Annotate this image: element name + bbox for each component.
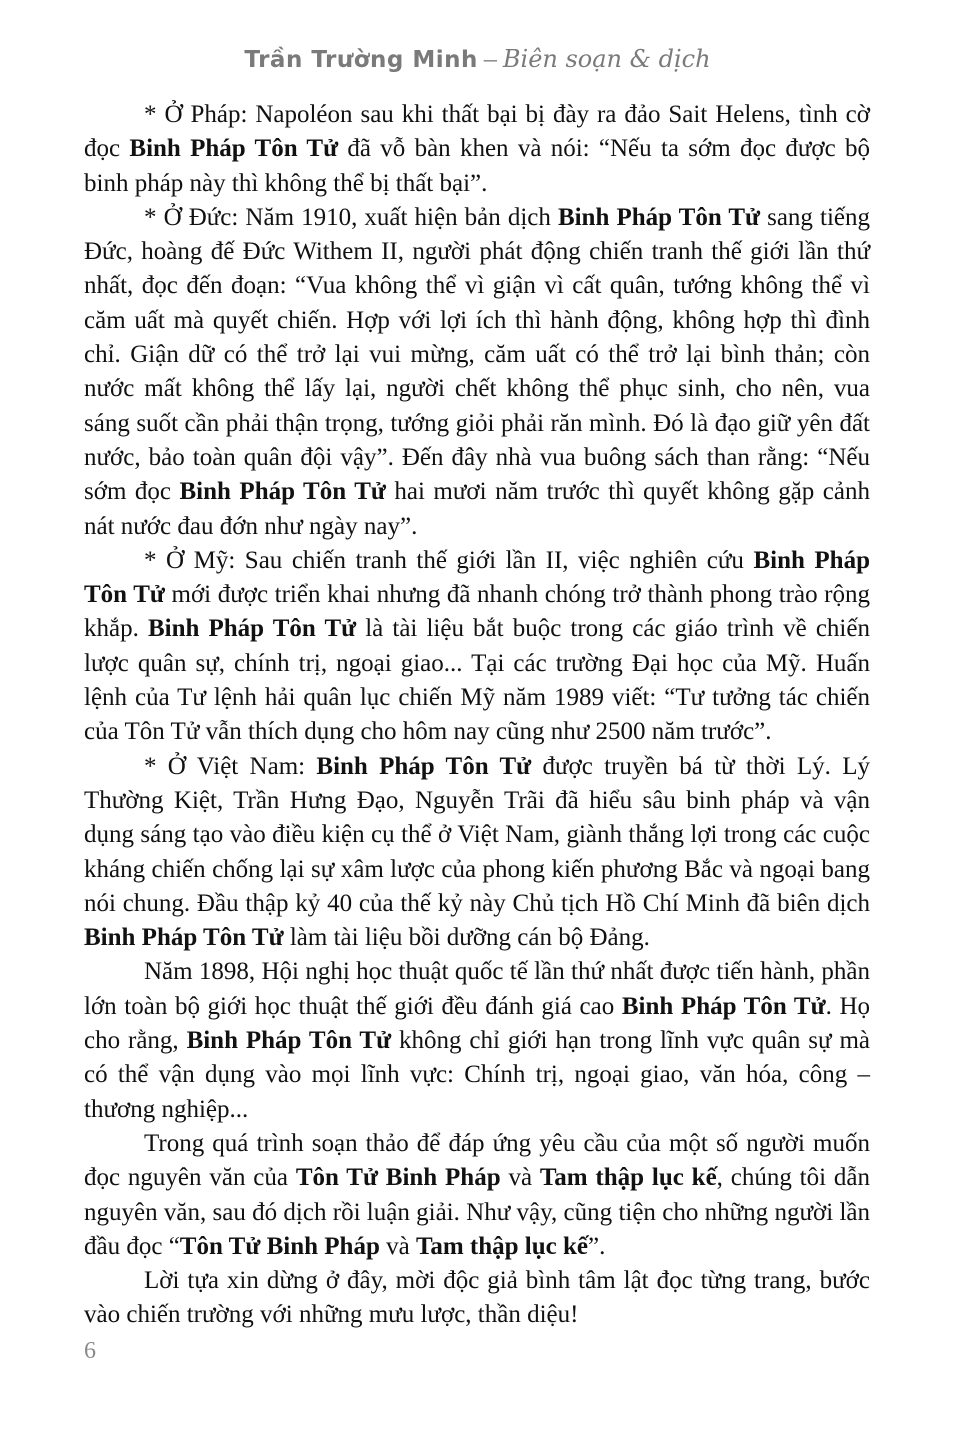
text-run: được truyền bá từ thời Lý. Lý Thường Kiệt, Trần Hưng Đạo, Nguyễn Trãi đã hiểu sâu binh pháp và vận dụng sáng tạo vào điều kiện cụ thể ở Việt Nam, giành thắng lợi trong các cuộc kháng chiến chống lại sự xâm lược của phong kiến phương Bắc và ngoại bang nói chung. Đầu thập kỷ 40 của thế kỷ này Chủ tịch Hồ Chí Minh đã biên dịch <box>84 752 870 917</box>
text-run: và <box>379 1232 416 1260</box>
header-author: Trần Trường Minh <box>244 47 478 73</box>
bold-title: Tôn Tử Binh Pháp <box>295 1164 501 1192</box>
bold-title: Tam thập lục kế <box>415 1232 589 1260</box>
bold-title: Binh Pháp Tôn Tử <box>557 203 761 231</box>
text-run: ”. <box>588 1232 606 1260</box>
text-run: Năm 1898, Hội nghị học thuật quốc tế lần thứ nhất được tiến hành, phần lớn toàn bộ giới học thuật thế giới đều đánh giá cao <box>84 958 870 1020</box>
text-run: sang tiếng Đức, hoàng đế Đức Withem II, người phát động chiến tranh thế giới lần thứ nhất, đọc đến đoạn: “Vua không thể vì giận vì cất quân, tướng không thể vì căm uất mà quyết chiến. Hợp với lợi ích thì hành động, không hợp thì đình chỉ. Giận dữ có thể trở lại vui mừng, căm uất có thể trở lại bình thản; còn nước mất không thể lấy lại, người chết không thể phục sinh, cho nên, vua sáng suốt cần phải thận trọng, tướng giỏi phải răn mình. Đó là đạo giữ yên đất nước, bảo toàn quân đội vậy”. Đến đây nhà vua buông sách than rằng: “Nếu sớm đọc <box>84 203 870 506</box>
paragraph <box>84 750 870 956</box>
text-run: * Ở Mỹ: Sau chiến tranh thế giới lần II, việc nghiên cứu <box>144 546 754 574</box>
bold-title: Tôn Tử Binh Pháp <box>179 1232 380 1260</box>
bold-title: Binh Pháp Tôn Tử <box>179 478 386 506</box>
running-header <box>0 44 955 74</box>
bold-title: Binh Pháp Tôn Tử <box>316 752 532 780</box>
text-run: , chúng tôi dẫn nguyên văn, sau đó dịch rồi luận giải. Như vậy, cũng tiện cho những người lần đầu đọc “ <box>84 1164 870 1260</box>
text-run: Trong quá trình soạn thảo để đáp ứng yêu cầu của một số người muốn đọc nguyên văn của <box>84 1129 870 1192</box>
paragraph <box>84 544 870 750</box>
bold-title: Binh Pháp Tôn Tử <box>147 615 357 643</box>
text-run: . Họ cho rằng, <box>84 992 871 1055</box>
bold-title: Binh Pháp Tôn Tử <box>84 924 284 952</box>
text-run: hai mươi năm trước thì quyết không gặp cảnh nát nước đau đớn như ngày nay”. <box>84 478 871 540</box>
page-number: 6 <box>84 1338 96 1364</box>
header-role: Biên soạn & dịch <box>502 45 711 73</box>
bold-title: Binh Pháp Tôn Tử <box>84 546 870 609</box>
bold-title: Binh Pháp Tôn Tử <box>186 1027 392 1055</box>
paragraph <box>84 955 870 1126</box>
text-run: là tài liệu bắt buộc trong các giáo trình về chiến lược quân sự, chính trị, ngoại giao... Tại các trường Đại học của Mỹ. Huấn lệnh của Tư lệnh hải quân lục chiến Mỹ năm 1989 viết: “Tư tưởng tác chiến của Tôn Tử vẫn thích dụng cho hôm nay cũng như 2500 năm trước”. <box>84 615 870 746</box>
text-run: mới được triển khai nhưng đã nhanh chóng trở thành phong trào rộng khắp. <box>84 581 870 643</box>
paragraph <box>84 1264 870 1333</box>
text-run: không chỉ giới hạn trong lĩnh vực quân sự mà có thể vận dụng vào mọi lĩnh vực: Chính trị, ngoại giao, văn hóa, công – thương nghiệp... <box>84 1027 871 1123</box>
bold-title: Binh Pháp Tôn Tử <box>621 992 826 1020</box>
bold-title: Tam thập lục kế <box>539 1164 717 1192</box>
paragraph <box>84 98 870 201</box>
text-run: Lời tựa xin dừng ở đây, mời độc giả bình tâm lật đọc từng trang, bước vào chiến trường với những mưu lược, thần diệu! <box>84 1267 870 1329</box>
text-run: * Ở Pháp: Napoléon sau khi thất bại bị đày ra đảo Sait Helens, tình cờ đọc <box>84 101 870 163</box>
bold-title: Binh Pháp Tôn Tử <box>129 135 339 163</box>
text-run: làm tài liệu bồi dưỡng cán bộ Đảng. <box>283 924 650 952</box>
text-run: * Ở Đức: Năm 1910, xuất hiện bản dịch <box>144 203 558 231</box>
text-run: và <box>500 1164 540 1192</box>
text-run: * Ở Việt Nam: <box>144 752 317 780</box>
body-text <box>84 98 870 1333</box>
paragraph <box>84 201 870 544</box>
header-separator: – <box>483 44 497 73</box>
text-run: đã vỗ bàn khen và nói: “Nếu ta sớm đọc được bộ binh pháp này thì không thể bị thất bại”. <box>84 135 870 197</box>
paragraph <box>84 1127 870 1264</box>
